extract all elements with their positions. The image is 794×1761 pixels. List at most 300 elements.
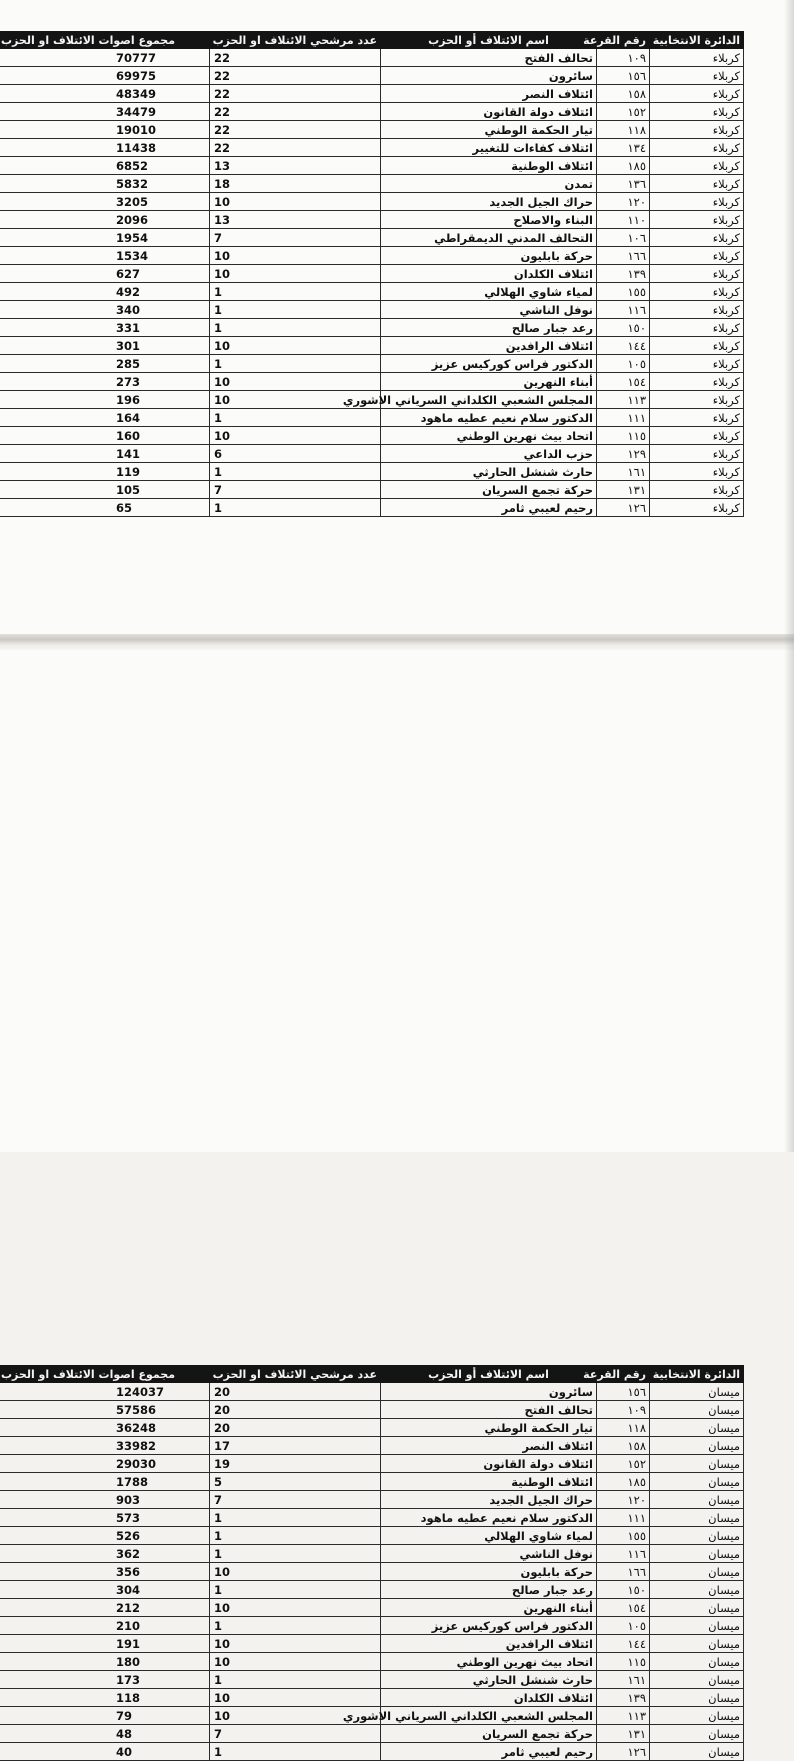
total-votes-cell: 34479 (0, 103, 210, 121)
candidates-count-cell: 22 (210, 49, 381, 67)
total-votes-cell: 173 (0, 1671, 210, 1689)
total-votes-cell: 57586 (0, 1401, 210, 1419)
total-votes-cell: 340 (0, 301, 210, 319)
table-row (0, 1545, 744, 1563)
ballot-number-cell: ١٢٠ (597, 193, 650, 211)
total-votes-cell: 33982 (0, 1437, 210, 1455)
district-cell: ميسان (650, 1509, 744, 1527)
total-votes-cell: 3205 (0, 193, 210, 211)
coalition-name-cell: البناء والاصلاح (381, 211, 597, 229)
district-cell: كربلاء (650, 157, 744, 175)
coalition-name-cell: تيار الحكمة الوطني (381, 121, 597, 139)
ballot-number-cell: ١٨٥ (597, 157, 650, 175)
total-votes-cell: 70777 (0, 49, 210, 67)
candidates-count-cell: 10 (210, 427, 381, 445)
table-body-karbala (0, 49, 744, 517)
table-row (0, 1419, 744, 1437)
ballot-number-cell: ١١٨ (597, 1419, 650, 1437)
candidates-count-cell: 17 (210, 1437, 381, 1455)
table-row (0, 265, 744, 283)
total-votes-cell: 36248 (0, 1419, 210, 1437)
coalition-name-cell: حراك الجيل الجديد (381, 193, 597, 211)
total-votes-cell: 627 (0, 265, 210, 283)
candidates-count-cell: 18 (210, 175, 381, 193)
candidates-count-cell: 10 (210, 1563, 381, 1581)
candidates-count-cell: 22 (210, 67, 381, 85)
candidates-count-cell: 10 (210, 1635, 381, 1653)
table-row (0, 175, 744, 193)
table-row (0, 1509, 744, 1527)
coalition-name-cell: ائتلاف الوطنية (381, 157, 597, 175)
coalition-name-cell: الدكتور فراس كوركيس عزيز (381, 355, 597, 373)
district-cell: كربلاء (650, 301, 744, 319)
table-header-row (0, 1366, 744, 1383)
page-edge-shadow (784, 0, 794, 1152)
candidates-count-cell: 10 (210, 373, 381, 391)
coalition-name-cell: المجلس الشعبي الكلداني السرياني الاشوري (381, 391, 597, 409)
coalition-name-cell: حركة بابليون (381, 247, 597, 265)
coalition-name-cell: ائتلاف الوطنية (381, 1473, 597, 1491)
district-cell: كربلاء (650, 427, 744, 445)
header-electoral-circle: الدائرة الانتخابية (650, 32, 744, 49)
ballot-number-cell: ١١١ (597, 1509, 650, 1527)
total-votes-cell: 119 (0, 463, 210, 481)
district-cell: كربلاء (650, 355, 744, 373)
coalition-name-cell: لمياء شاوي الهلالي (381, 283, 597, 301)
candidates-count-cell: 10 (210, 193, 381, 211)
candidates-count-cell: 10 (210, 337, 381, 355)
ballot-number-cell: ١٢٠ (597, 1491, 650, 1509)
district-cell: ميسان (650, 1491, 744, 1509)
total-votes-cell: 285 (0, 355, 210, 373)
ballot-number-cell: ١٣٤ (597, 139, 650, 157)
district-cell: ميسان (650, 1635, 744, 1653)
coalition-name-cell: سائرون (381, 67, 597, 85)
table-row (0, 373, 744, 391)
district-cell: ميسان (650, 1671, 744, 1689)
table-row (0, 1581, 744, 1599)
ballot-number-cell: ١٥٠ (597, 319, 650, 337)
candidates-count-cell: 20 (210, 1401, 381, 1419)
candidates-count-cell: 1 (210, 301, 381, 319)
total-votes-cell: 304 (0, 1581, 210, 1599)
table-row (0, 85, 744, 103)
coalition-name-cell: حارث شنشل الحارثي (381, 1671, 597, 1689)
table-row (0, 1401, 744, 1419)
district-cell: ميسان (650, 1527, 744, 1545)
ballot-number-cell: ١١٠ (597, 211, 650, 229)
ballot-number-cell: ١٦٦ (597, 1563, 650, 1581)
total-votes-cell: 362 (0, 1545, 210, 1563)
table-row (0, 1491, 744, 1509)
candidates-count-cell: 20 (210, 1419, 381, 1437)
coalition-name-cell: رحيم لعيبي ثامر (381, 499, 597, 517)
district-cell: كربلاء (650, 175, 744, 193)
coalition-name-cell: لمياء شاوي الهلالي (381, 1527, 597, 1545)
table-row (0, 301, 744, 319)
district-cell: كربلاء (650, 283, 744, 301)
table-row (0, 121, 744, 139)
district-cell: ميسان (650, 1653, 744, 1671)
total-votes-cell: 2096 (0, 211, 210, 229)
ballot-number-cell: ١٥٨ (597, 85, 650, 103)
ballot-number-cell: ١٥٤ (597, 373, 650, 391)
coalition-name-cell: تحالف الفتح (381, 1401, 597, 1419)
table-row (0, 463, 744, 481)
total-votes-cell: 118 (0, 1689, 210, 1707)
total-votes-cell: 573 (0, 1509, 210, 1527)
district-cell: ميسان (650, 1743, 744, 1761)
header-ballot-number: رقم القرعة (597, 32, 650, 49)
ballot-number-cell: ١٠٩ (597, 49, 650, 67)
ballot-number-cell: ١٠٦ (597, 229, 650, 247)
district-cell: كربلاء (650, 121, 744, 139)
header-total-votes: مجموع اصوات الائتلاف او الحزب (0, 1366, 210, 1383)
ballot-number-cell: ١٤٤ (597, 337, 650, 355)
candidates-count-cell: 19 (210, 1455, 381, 1473)
total-votes-cell: 29030 (0, 1455, 210, 1473)
table-row (0, 1383, 744, 1401)
district-cell: ميسان (650, 1437, 744, 1455)
coalition-name-cell: ائتلاف دولة القانون (381, 1455, 597, 1473)
district-cell: ميسان (650, 1473, 744, 1491)
table-row (0, 445, 744, 463)
results-sheet-karbala (0, 0, 794, 634)
table-row (0, 1473, 744, 1491)
district-cell: كربلاء (650, 409, 744, 427)
candidates-count-cell: 1 (210, 463, 381, 481)
district-cell: كربلاء (650, 319, 744, 337)
total-votes-cell: 48349 (0, 85, 210, 103)
candidates-count-cell: 20 (210, 1383, 381, 1401)
coalition-name-cell: حركة تجمع السريان (381, 1725, 597, 1743)
coalition-name-cell: ائتلاف الرافدين (381, 1635, 597, 1653)
ballot-number-cell: ١١٦ (597, 301, 650, 319)
candidates-count-cell: 10 (210, 1707, 381, 1725)
table-row (0, 427, 744, 445)
district-cell: ميسان (650, 1617, 744, 1635)
district-cell: ميسان (650, 1581, 744, 1599)
ballot-number-cell: ١٨٥ (597, 1473, 650, 1491)
coalition-name-cell: الدكتور سلام نعيم عطيه ماهود (381, 1509, 597, 1527)
district-cell: كربلاء (650, 49, 744, 67)
total-votes-cell: 40 (0, 1743, 210, 1761)
candidates-count-cell: 10 (210, 1689, 381, 1707)
total-votes-cell: 6852 (0, 157, 210, 175)
total-votes-cell: 5832 (0, 175, 210, 193)
candidates-count-cell: 1 (210, 1509, 381, 1527)
ballot-number-cell: ١٠٥ (597, 355, 650, 373)
coalition-name-cell: التحالف المدني الديمقراطي (381, 229, 597, 247)
candidates-count-cell: 1 (210, 499, 381, 517)
coalition-name-cell: حراك الجيل الجديد (381, 1491, 597, 1509)
coalition-name-cell: تيار الحكمة الوطني (381, 1419, 597, 1437)
candidates-count-cell: 7 (210, 1725, 381, 1743)
candidates-count-cell: 6 (210, 445, 381, 463)
ballot-number-cell: ١٦٦ (597, 247, 650, 265)
ballot-number-cell: ١١١ (597, 409, 650, 427)
table-row (0, 283, 744, 301)
candidates-count-cell: 1 (210, 1581, 381, 1599)
header-total-votes: مجموع اصوات الائتلاف او الحزب (0, 32, 210, 49)
district-cell: كربلاء (650, 247, 744, 265)
district-cell: كربلاء (650, 85, 744, 103)
ballot-number-cell: ١٠٥ (597, 1617, 650, 1635)
table-row (0, 1707, 744, 1725)
results-sheet-maysan (0, 650, 794, 1759)
total-votes-cell: 141 (0, 445, 210, 463)
coalition-name-cell: اتحاد بيث نهرين الوطني (381, 1653, 597, 1671)
coalition-name-cell: رحيم لعيبي ثامر (381, 1743, 597, 1761)
district-cell: ميسان (650, 1545, 744, 1563)
district-cell: كربلاء (650, 481, 744, 499)
district-cell: كربلاء (650, 463, 744, 481)
table-row (0, 1635, 744, 1653)
district-cell: ميسان (650, 1725, 744, 1743)
header-candidates-count: عدد مرشحي الائتلاف او الحزب (210, 1366, 381, 1383)
candidates-count-cell: 22 (210, 103, 381, 121)
candidates-count-cell: 10 (210, 391, 381, 409)
table-row (0, 1743, 744, 1761)
ballot-number-cell: ١٦١ (597, 1671, 650, 1689)
ballot-number-cell: ١٣١ (597, 1725, 650, 1743)
district-cell: كربلاء (650, 373, 744, 391)
district-cell: كربلاء (650, 139, 744, 157)
ballot-number-cell: ١٣٩ (597, 1689, 650, 1707)
total-votes-cell: 48 (0, 1725, 210, 1743)
ballot-number-cell: ١١٨ (597, 121, 650, 139)
ballot-number-cell: ١٢٦ (597, 499, 650, 517)
ballot-number-cell: ١٣٩ (597, 265, 650, 283)
ballot-number-cell: ١١٥ (597, 1653, 650, 1671)
table-row (0, 481, 744, 499)
total-votes-cell: 273 (0, 373, 210, 391)
table-row (0, 103, 744, 121)
table-row (0, 1689, 744, 1707)
header-coalition-name: اسم الائتلاف أو الحزب (381, 1366, 597, 1383)
ballot-number-cell: ١٢٦ (597, 1743, 650, 1761)
table-header-row (0, 32, 744, 49)
table-row (0, 139, 744, 157)
coalition-name-cell: تمدن (381, 175, 597, 193)
total-votes-cell: 492 (0, 283, 210, 301)
coalition-name-cell: الدكتور فراس كوركيس عزيز (381, 1617, 597, 1635)
district-cell: كربلاء (650, 103, 744, 121)
ballot-number-cell: ١٣٦ (597, 175, 650, 193)
district-cell: ميسان (650, 1689, 744, 1707)
candidates-count-cell: 22 (210, 121, 381, 139)
ballot-number-cell: ١٥٥ (597, 283, 650, 301)
candidates-count-cell: 1 (210, 283, 381, 301)
coalition-name-cell: أبناء النهرين (381, 1599, 597, 1617)
table-row (0, 1671, 744, 1689)
ballot-number-cell: ١٥٢ (597, 103, 650, 121)
district-cell: ميسان (650, 1707, 744, 1725)
ballot-number-cell: ١٣١ (597, 481, 650, 499)
header-ballot-number: رقم القرعة (597, 1366, 650, 1383)
total-votes-cell: 526 (0, 1527, 210, 1545)
district-cell: كربلاء (650, 67, 744, 85)
table-row (0, 1725, 744, 1743)
total-votes-cell: 160 (0, 427, 210, 445)
table-row (0, 211, 744, 229)
coalition-name-cell: حزب الداعي (381, 445, 597, 463)
table-row (0, 1653, 744, 1671)
candidates-count-cell: 7 (210, 1491, 381, 1509)
table-row (0, 355, 744, 373)
ballot-number-cell: ١٥٨ (597, 1437, 650, 1455)
candidates-count-cell: 22 (210, 85, 381, 103)
total-votes-cell: 164 (0, 409, 210, 427)
coalition-name-cell: ائتلاف الرافدين (381, 337, 597, 355)
total-votes-cell: 331 (0, 319, 210, 337)
coalition-name-cell: ائتلاف الكلدان (381, 265, 597, 283)
total-votes-cell: 210 (0, 1617, 210, 1635)
header-candidates-count: عدد مرشحي الائتلاف او الحزب (210, 32, 381, 49)
district-cell: ميسان (650, 1599, 744, 1617)
table-row (0, 193, 744, 211)
table-row (0, 499, 744, 517)
table-row (0, 1437, 744, 1455)
total-votes-cell: 105 (0, 481, 210, 499)
total-votes-cell: 196 (0, 391, 210, 409)
candidates-count-cell: 1 (210, 1743, 381, 1761)
ballot-number-cell: ١٢٩ (597, 445, 650, 463)
total-votes-cell: 301 (0, 337, 210, 355)
page-fold-divider (0, 634, 794, 650)
candidates-count-cell: 5 (210, 1473, 381, 1491)
coalition-name-cell: سائرون (381, 1383, 597, 1401)
coalition-name-cell: اتحاد بيث نهرين الوطني (381, 427, 597, 445)
table-row (0, 1563, 744, 1581)
district-cell: ميسان (650, 1563, 744, 1581)
coalition-name-cell: ائتلاف دولة القانون (381, 103, 597, 121)
ballot-number-cell: ١١٥ (597, 427, 650, 445)
table-row (0, 1617, 744, 1635)
district-cell: ميسان (650, 1401, 744, 1419)
candidates-count-cell: 13 (210, 211, 381, 229)
ballot-number-cell: ١١٦ (597, 1545, 650, 1563)
ballot-number-cell: ١٥٤ (597, 1599, 650, 1617)
coalition-name-cell: حركة تجمع السريان (381, 481, 597, 499)
table-row (0, 247, 744, 265)
ballot-number-cell: ١٥٠ (597, 1581, 650, 1599)
ballot-number-cell: ١٠٩ (597, 1401, 650, 1419)
district-cell: ميسان (650, 1455, 744, 1473)
total-votes-cell: 1788 (0, 1473, 210, 1491)
candidates-count-cell: 10 (210, 247, 381, 265)
total-votes-cell: 65 (0, 499, 210, 517)
district-cell: ميسان (650, 1383, 744, 1401)
header-electoral-circle: الدائرة الانتخابية (650, 1366, 744, 1383)
coalition-name-cell: رعد جبار صالح (381, 319, 597, 337)
district-cell: كربلاء (650, 211, 744, 229)
district-cell: كربلاء (650, 499, 744, 517)
table-row (0, 157, 744, 175)
coalition-name-cell: حركة بابليون (381, 1563, 597, 1581)
candidates-count-cell: 1 (210, 319, 381, 337)
total-votes-cell: 11438 (0, 139, 210, 157)
candidates-count-cell: 1 (210, 355, 381, 373)
total-votes-cell: 356 (0, 1563, 210, 1581)
ballot-number-cell: ١٥٦ (597, 67, 650, 85)
coalition-name-cell: الدكتور سلام نعيم عطيه ماهود (381, 409, 597, 427)
total-votes-cell: 69975 (0, 67, 210, 85)
total-votes-cell: 124037 (0, 1383, 210, 1401)
coalition-name-cell: أبناء النهرين (381, 373, 597, 391)
coalition-name-cell: ائتلاف الكلدان (381, 1689, 597, 1707)
candidates-count-cell: 10 (210, 1599, 381, 1617)
total-votes-cell: 903 (0, 1491, 210, 1509)
candidates-count-cell: 1 (210, 1671, 381, 1689)
table-row (0, 319, 744, 337)
ballot-number-cell: ١٤٤ (597, 1635, 650, 1653)
table-row (0, 49, 744, 67)
results-table-karbala (0, 31, 744, 517)
candidates-count-cell: 22 (210, 139, 381, 157)
ballot-number-cell: ١١٣ (597, 391, 650, 409)
district-cell: ميسان (650, 1419, 744, 1437)
coalition-name-cell: ائتلاف النصر (381, 85, 597, 103)
table-row (0, 337, 744, 355)
candidates-count-cell: 10 (210, 265, 381, 283)
district-cell: كربلاء (650, 337, 744, 355)
ballot-number-cell: ١٥٦ (597, 1383, 650, 1401)
candidates-count-cell: 1 (210, 1617, 381, 1635)
coalition-name-cell: حارث شنشل الحارثي (381, 463, 597, 481)
candidates-count-cell: 7 (210, 481, 381, 499)
district-cell: كربلاء (650, 265, 744, 283)
district-cell: كربلاء (650, 193, 744, 211)
table-row (0, 229, 744, 247)
table-body-maysan (0, 1383, 744, 1761)
results-table-maysan (0, 1365, 744, 1761)
table-row (0, 1599, 744, 1617)
table-row (0, 67, 744, 85)
table-row (0, 1455, 744, 1473)
coalition-name-cell: رعد جبار صالح (381, 1581, 597, 1599)
total-votes-cell: 180 (0, 1653, 210, 1671)
candidates-count-cell: 7 (210, 229, 381, 247)
candidates-count-cell: 10 (210, 1653, 381, 1671)
candidates-count-cell: 13 (210, 157, 381, 175)
coalition-name-cell: المجلس الشعبي الكلداني السرياني الاشوري (381, 1707, 597, 1725)
candidates-count-cell: 1 (210, 409, 381, 427)
ballot-number-cell: ١٥٥ (597, 1527, 650, 1545)
table-row (0, 409, 744, 427)
total-votes-cell: 1534 (0, 247, 210, 265)
total-votes-cell: 191 (0, 1635, 210, 1653)
table-row (0, 391, 744, 409)
candidates-count-cell: 1 (210, 1527, 381, 1545)
total-votes-cell: 1954 (0, 229, 210, 247)
district-cell: كربلاء (650, 229, 744, 247)
district-cell: كربلاء (650, 391, 744, 409)
coalition-name-cell: تحالف الفتح (381, 49, 597, 67)
header-coalition-name: اسم الائتلاف أو الحزب (381, 32, 597, 49)
table-row (0, 1527, 744, 1545)
total-votes-cell: 79 (0, 1707, 210, 1725)
coalition-name-cell: نوفل الناشي (381, 1545, 597, 1563)
ballot-number-cell: ١٦١ (597, 463, 650, 481)
coalition-name-cell: نوفل الناشي (381, 301, 597, 319)
district-cell: كربلاء (650, 445, 744, 463)
candidates-count-cell: 1 (210, 1545, 381, 1563)
ballot-number-cell: ١٥٢ (597, 1455, 650, 1473)
ballot-number-cell: ١١٣ (597, 1707, 650, 1725)
coalition-name-cell: ائتلاف النصر (381, 1437, 597, 1455)
total-votes-cell: 19010 (0, 121, 210, 139)
